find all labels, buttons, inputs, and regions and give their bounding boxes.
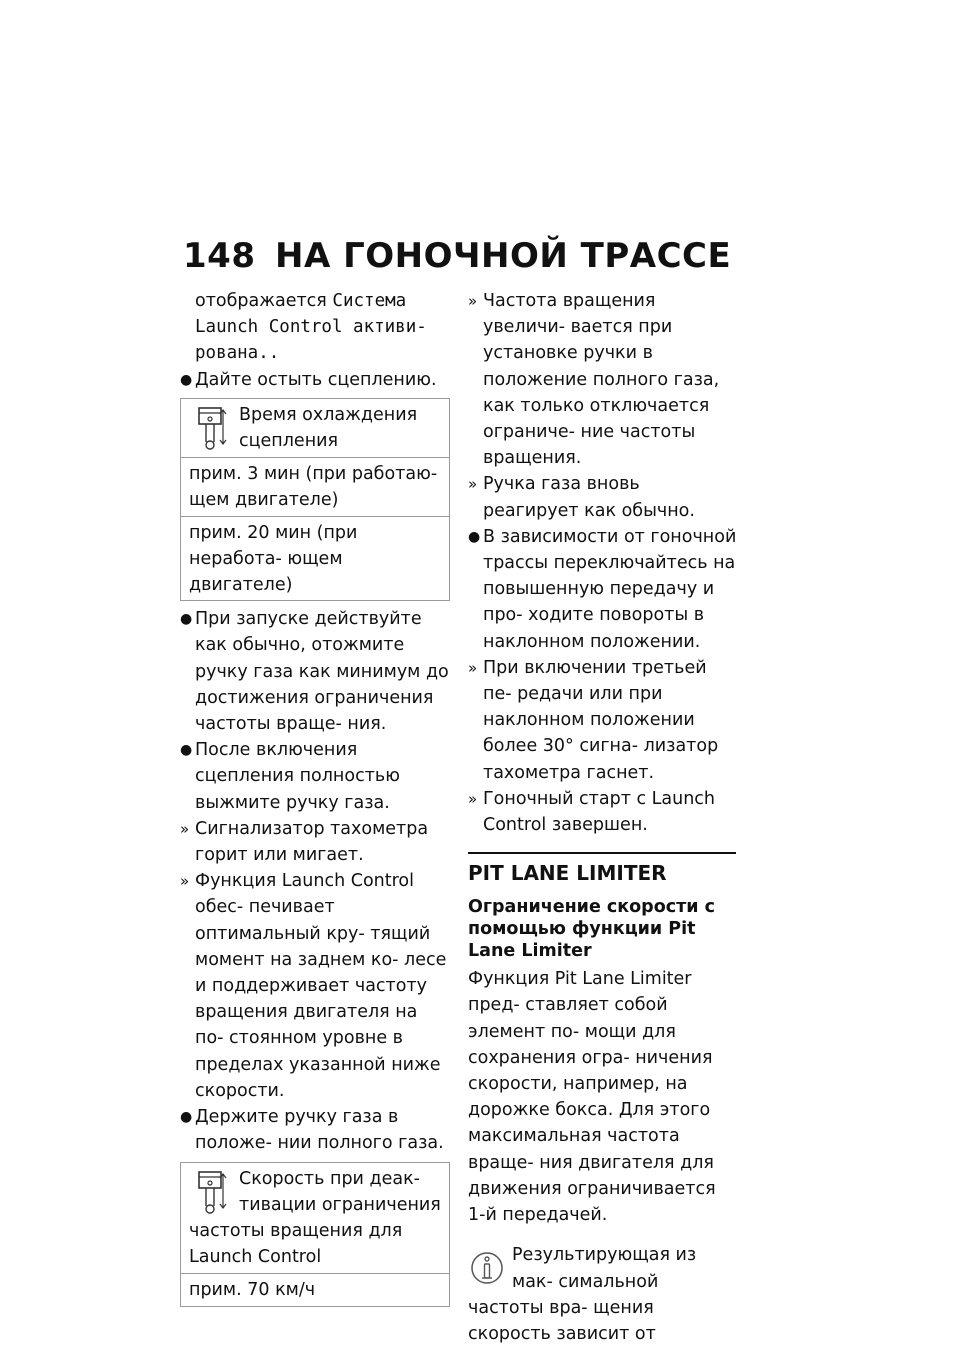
cooling-time-table: [180, 398, 450, 601]
piston-icon: [193, 404, 231, 452]
bullet-icon: ●: [180, 611, 193, 628]
table-row: прим. 3 мин (при работаю- щем двигателе): [181, 457, 449, 515]
info-note: [468, 1242, 738, 1347]
list-item: ● В зависимости от гоночной трассы переключайтесь на повышенную передачу и про- ходите повороты в наклонном положении.: [468, 524, 738, 655]
page-title: НА ГОНОЧНОЙ ТРАССЕ: [275, 236, 732, 276]
body-paragraph: Функция Pit Lane Limiter пред- ставляет собой элемент по- мощи для сохранения огра- ничения скорости, например, на дорожке бокса. Для этого максимальная частота враще- ния двигателя для движения ограничивается 1-й передачей.: [468, 969, 716, 1226]
page-number: 148: [183, 236, 256, 276]
display-message: отображается Система Launch Control активи- рована..: [195, 291, 427, 364]
table-row: прим. 20 мин (при неработа- ющем двигателе): [181, 516, 449, 601]
table-title: Время охлаждения сцепления: [239, 404, 418, 452]
launch-control-speed-table: [180, 1162, 450, 1307]
result-item: » При включении третьей пе- редачи или при наклонном положении более 30° сигна- лизатор тахометра гаснет.: [468, 655, 738, 786]
table-row: прим. 70 км/ч: [181, 1273, 449, 1305]
right-column: [468, 288, 738, 1347]
bullet-icon: ●: [468, 528, 481, 545]
result-arrow-icon: »: [468, 292, 478, 310]
table-header: [181, 1163, 449, 1274]
result-arrow-icon: »: [180, 872, 190, 891]
result-item: » Функция Launch Control обес- печивает оптимальный кру- тящий момент на заднем ко- лесе и поддерживает частоту вращения двигателя на по- стоянном уровне в пределах указанной ниже скорости.: [180, 868, 450, 1104]
result-arrow-icon: »: [468, 658, 478, 677]
result-arrow-icon: »: [180, 819, 190, 838]
section-divider: [468, 852, 736, 854]
page-header: [183, 236, 743, 276]
subsection-title: Ограничение скорости с помощью функции Pit Lane Limiter: [468, 897, 715, 962]
bullet-icon: ●: [180, 742, 193, 759]
list-item: ● После включения сцепления полностью выжмите ручку газа.: [180, 737, 450, 816]
section-title: PIT LANE LIMITER: [468, 861, 667, 886]
info-icon: [470, 1248, 504, 1288]
result-item: » Ручка газа вновь реагирует как обычно.: [468, 471, 738, 523]
list-item: ● При запуске действуйте как обычно, отожмите ручку газа как минимум до достижения ограничения частоты враще- ния.: [180, 606, 450, 737]
result-arrow-icon: »: [468, 475, 478, 494]
result-item: » Частота вращения увеличи- вается при установке ручки в положение полного газа, как только отключается ограниче- ние частоты вращения.: [468, 288, 738, 471]
piston-icon: [193, 1168, 231, 1216]
result-item: » Гоночный старт с Launch Control завершен.: [468, 786, 738, 838]
left-column: [180, 288, 450, 1312]
result-item: » Сигнализатор тахометра горит или мигает.: [180, 816, 450, 868]
bullet-icon: ●: [180, 1109, 193, 1126]
info-note-text: Результирующая из мак- симальной частоты вра- щения скорость зависит от: [468, 1245, 697, 1344]
bullet-icon: ●: [180, 371, 193, 388]
table-header: [181, 399, 449, 457]
list-item: ● Дайте остыть сцеплению.: [180, 367, 450, 393]
display-text-mono: Система Launch Control активи- рована..: [195, 291, 427, 364]
list-item: ● Держите ручку газа в положе- нии полного газа.: [180, 1104, 450, 1156]
result-arrow-icon: »: [468, 789, 478, 808]
table-title: Скорость при деак- тивации ограничения частоты вращения для Launch Control: [189, 1168, 441, 1268]
